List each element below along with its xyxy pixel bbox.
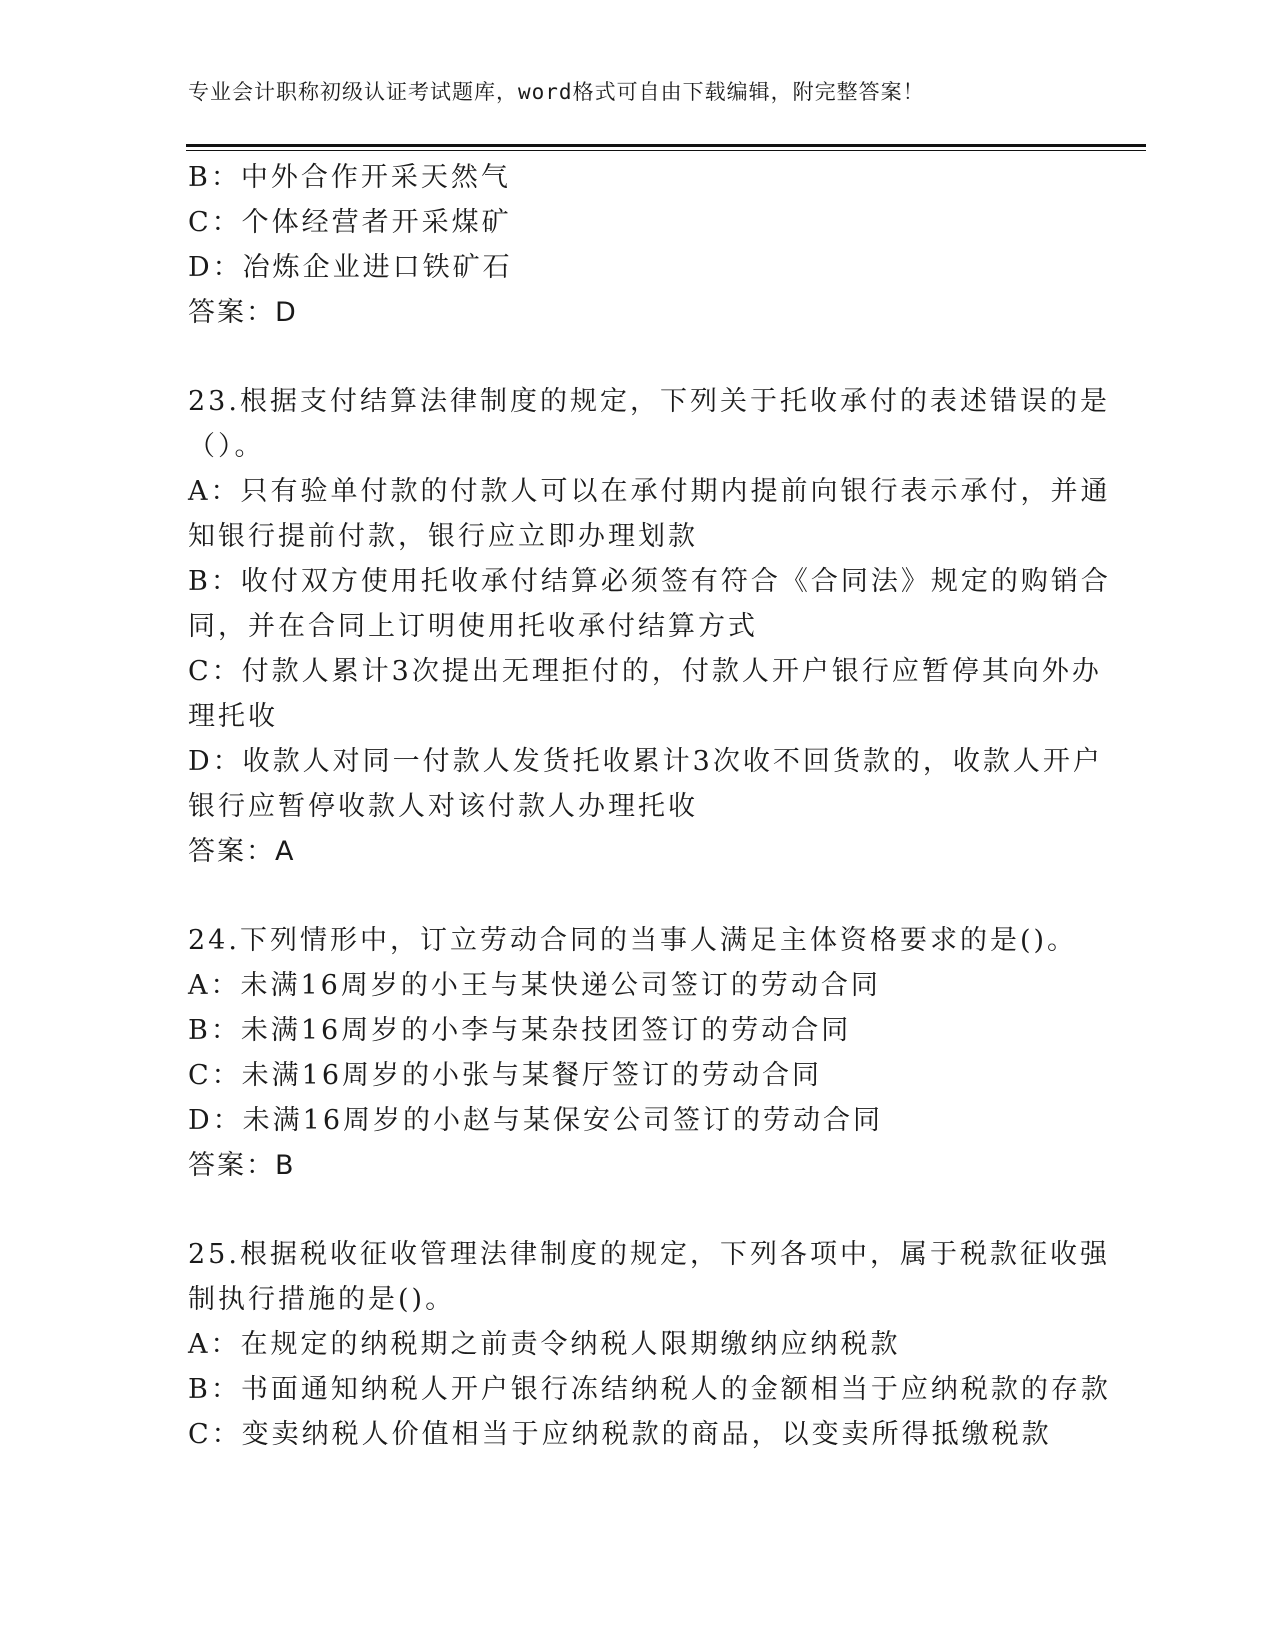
option-a: A：未满16周岁的小王与某快递公司签订的劳动合同	[188, 970, 881, 1001]
question-24	[188, 918, 1078, 1188]
question-stem-cont: （）。	[188, 431, 265, 462]
option-b: B：书面通知纳税人开户银行冻结纳税人的金额相当于应纳税款的存款	[188, 1374, 1111, 1405]
question-content	[188, 155, 1111, 1457]
option-a-cont: 知银行提前付款，银行应立即办理划款	[188, 521, 698, 552]
question-stem-cont: 制执行措施的是()。	[188, 1284, 456, 1315]
option-c-cont: 理托收	[188, 701, 278, 732]
option-c: C：付款人累计3次提出无理拒付的，付款人开户银行应暂停其向外办	[188, 656, 1102, 687]
option-d: D：冶炼企业进口铁矿石	[188, 252, 513, 283]
header-rule-thick	[186, 144, 1146, 147]
header-rule-thin	[186, 150, 1146, 151]
option-b-cont: 同，并在合同上订明使用托收承付结算方式	[188, 611, 758, 642]
question-stem: 24.下列情形中，订立劳动合同的当事人满足主体资格要求的是()。	[188, 925, 1078, 956]
option-d-cont: 银行应暂停收款人对该付款人办理托收	[188, 791, 698, 822]
answer-label: 答案：B	[188, 1150, 296, 1181]
option-c: C：变卖纳税人价值相当于应纳税款的商品，以变卖所得抵缴税款	[188, 1419, 1052, 1450]
spacer	[188, 874, 1068, 918]
option-d: D：收款人对同一付款人发货托收累计3次收不回货款的，收款人开户	[188, 746, 1103, 777]
question-stem: 23.根据支付结算法律制度的规定，下列关于托收承付的表述错误的是	[188, 386, 1110, 417]
answer-label: 答案：A	[188, 836, 296, 867]
question-stem: 25.根据税收征收管理法律制度的规定，下列各项中，属于税款征收强	[188, 1239, 1110, 1270]
question-25	[188, 1232, 1111, 1457]
option-b: B：收付双方使用托收承付结算必须签有符合《合同法》规定的购销合	[188, 566, 1111, 597]
option-b: B：中外合作开采天然气	[188, 162, 511, 193]
option-c: C：未满16周岁的小张与某餐厅签订的劳动合同	[188, 1060, 823, 1091]
option-b: B：未满16周岁的小李与某杂技团签订的劳动合同	[188, 1015, 852, 1046]
spacer	[188, 335, 1068, 379]
page-header: 专业会计职称初级认证考试题库，word格式可自由下载编辑，附完整答案！	[188, 80, 925, 104]
answer-label: 答案：D	[188, 297, 298, 328]
question-23	[188, 379, 1111, 874]
option-a: A：在规定的纳税期之前责令纳税人限期缴纳应纳税款	[188, 1329, 901, 1360]
option-a: A：只有验单付款的付款人可以在承付期内提前向银行表示承付，并通	[188, 476, 1111, 507]
option-d: D：未满16周岁的小赵与某保安公司签订的劳动合同	[188, 1105, 884, 1136]
spacer	[188, 1188, 1068, 1232]
question-22-continued	[188, 155, 1068, 335]
option-c: C：个体经营者开采煤矿	[188, 207, 512, 238]
